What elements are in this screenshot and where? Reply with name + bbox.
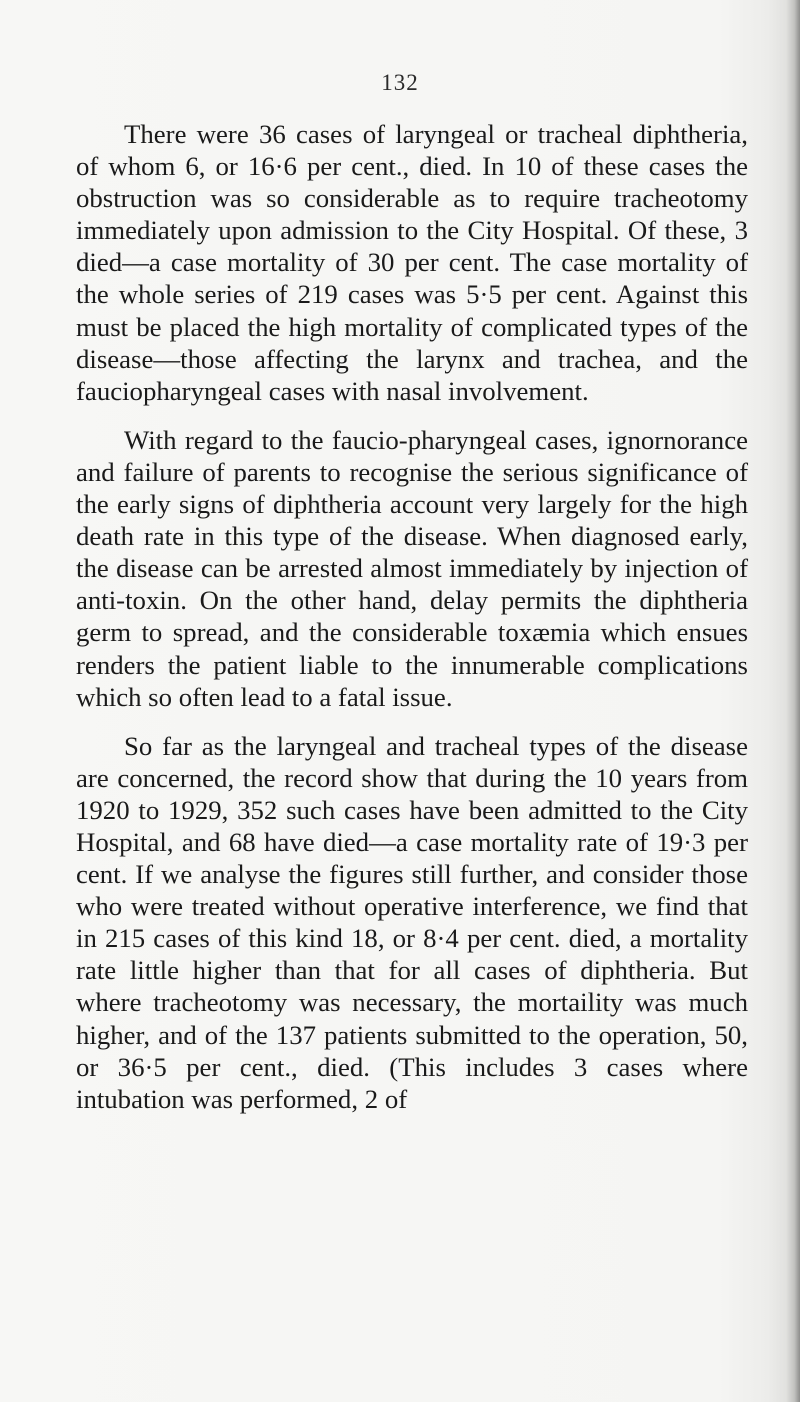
paragraph-laryngeal-tracheal-cases: There were 36 cases of laryngeal or tracheal diphtheria, of whom 6, or 16·6 per cent., died. In 10 of these cases the obstruction was so considerable as to require tracheotomy immediately upon admission to the City Hospital. Of these, 3 died—a case mortality of 30 per cent. The case mortality of the whole series of 219 cases was 5·5 per cent. Against this must be placed the high mortality of complicated types of the disease—those affecting the larynx and trachea, and the fauciopharyngeal cases with nasal involvement. — [76, 119, 748, 406]
page-number: 132 — [381, 70, 419, 95]
body-text — [76, 118, 748, 1115]
paragraph-ten-year-record: So far as the laryngeal and tracheal types of the disease are concerned, the record show that during the 10 years from 1920 to 1929, 352 such cases have been admitted to the City Hospital, and 68 have died—a case mortality rate of 19·3 per cent. If we analyse the figures still further, and consider those who were treated without operative interference, we find that in 215 cases of this kind 18, or 8·4 per cent. died, a mortality rate little higher than that for all cases of diphtheria. But where tracheotomy was necessary, the mortaility was much higher, and of the 137 patients submitted to the operation, 50, or 36·5 per cent., died. (This includes 3 cases where intubation was performed, 2 of — [76, 730, 748, 1114]
paragraph-faucio-pharyngeal-cases: With regard to the faucio-pharyngeal cases, ignornorance and failure of parents to recognise the serious significance of the early signs of diphtheria account very largely for the high death rate in this type of the disease. When diagnosed early, the disease can be arrested almost immediately by injection of anti-toxin. On the other hand, delay permits the diphtheria germ to spread, and the considerable toxæmia which ensues renders the patient liable to the innumerable complications which so often lead to a fatal issue. — [76, 424, 748, 712]
page-edge-shadow — [786, 0, 800, 1402]
